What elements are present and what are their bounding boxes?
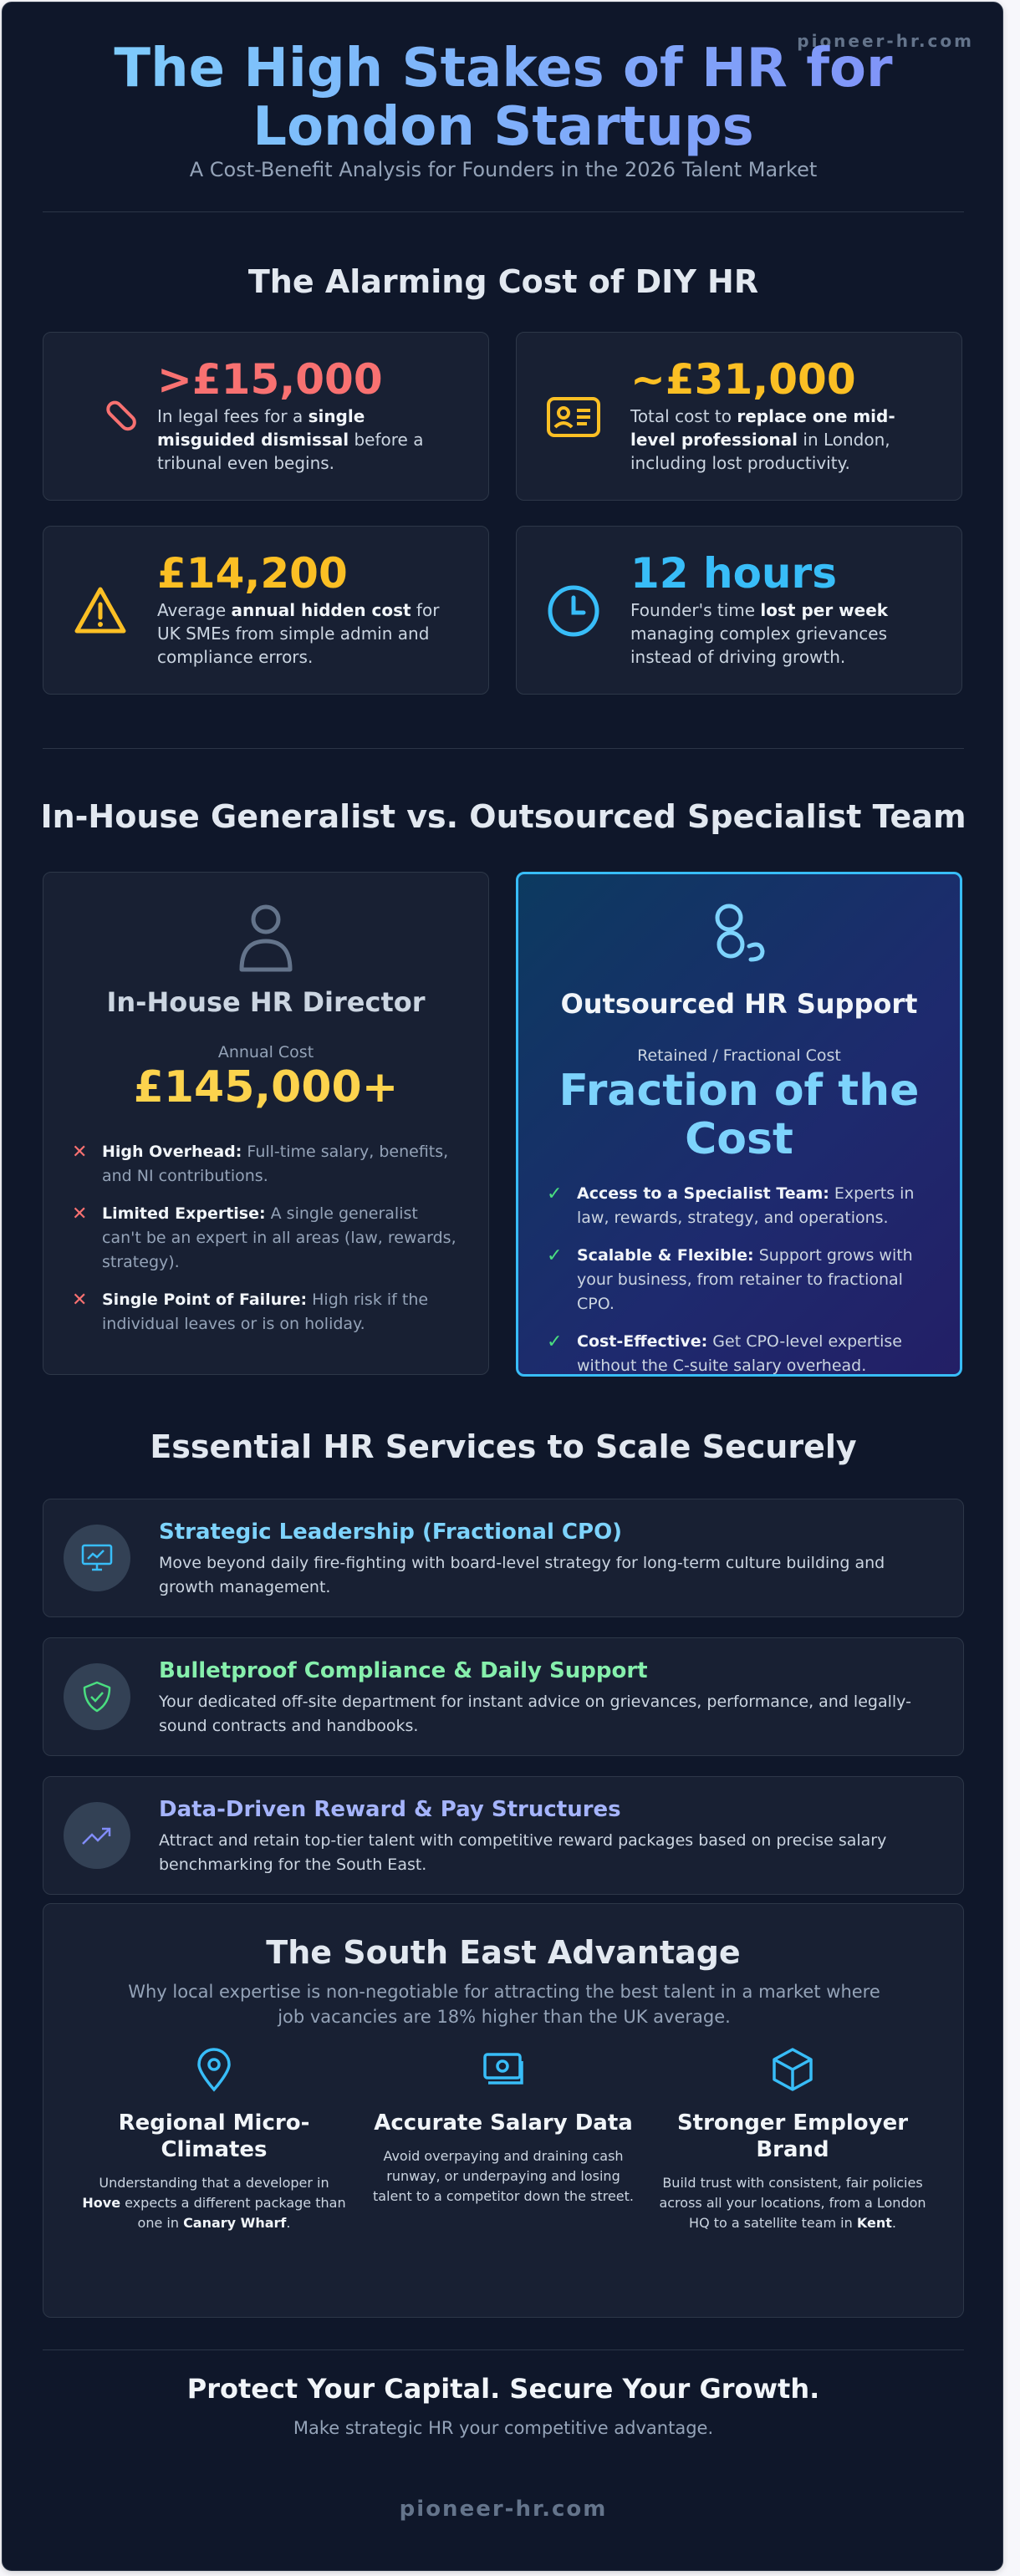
infographic-page: [2, 2, 1003, 2571]
advantage-column-salary-data: [370, 2046, 637, 2207]
outsourced-cost-value: Fraction of the Cost: [558, 1066, 920, 1164]
cross-icon: ✕: [72, 1204, 88, 1224]
service-title: Bulletproof Compliance & Daily Support: [159, 1658, 648, 1683]
warning-icon: [72, 583, 129, 639]
outsourced-card: [516, 872, 962, 1377]
advantage-column-title: Stronger Employer Brand: [676, 2110, 909, 2162]
footer-title: Protect Your Capital. Secure Your Growth.: [186, 2373, 820, 2405]
bandage-icon: [90, 389, 147, 445]
stat-card-replacement-cost: [516, 332, 962, 501]
advantage-column-title: Regional Micro-Climates: [118, 2110, 310, 2162]
stat-value: >£15,000: [157, 355, 383, 404]
footer-subtitle: Make strategic HR your competitive advantage.: [293, 2418, 714, 2438]
advantage-subtitle: Why local expertise is non-negotiable for attracting the best talent in a market where job vacancies are 18% higher than the UK average.: [128, 1982, 880, 2027]
stat-card-legal-fees: [43, 332, 489, 501]
south-east-advantage-panel: [43, 1903, 964, 2318]
service-description: Your dedicated off-site department for instant advice on grievances, performance, and legally-sound contracts and handbooks.: [159, 1693, 911, 1735]
service-card-strategic-leadership: [43, 1499, 964, 1617]
outsourced-cost-label: Retained / Fractional Cost: [637, 1046, 841, 1065]
inhouse-cost-label: Annual Cost: [217, 1043, 314, 1061]
service-description: Move beyond daily fire-fighting with board-level strategy for long-term culture building and growth management.: [159, 1554, 885, 1596]
stat-description: Founder's time lost per week managing complex grievances instead of driving growth.: [630, 600, 889, 667]
stat-value: 12 hours: [630, 549, 837, 598]
cube-icon: [769, 2046, 816, 2093]
advantage-column-micro-climates: [80, 2046, 348, 2233]
trend-up-icon: [64, 1802, 130, 1869]
outsourced-title: Outsourced HR Support: [560, 988, 918, 1020]
list-item: ✓ Cost-Effective: Get CPO-level expertise without the C-suite salary overhead.: [547, 1331, 902, 1375]
cross-icon: ✕: [72, 1290, 88, 1311]
title-line-2: London Startups: [252, 96, 754, 158]
page-title: [3, 39, 1003, 156]
inhouse-drawbacks-list: [72, 1140, 462, 1350]
stat-card-hidden-cost: [43, 526, 489, 695]
stat-description: Total cost to replace one mid-level professional in London, including lost productivity.: [630, 406, 895, 473]
divider: [43, 211, 964, 212]
cash-icon: [480, 2046, 527, 2093]
check-icon: ✓: [547, 1331, 563, 1352]
outsourced-benefits-list: [547, 1182, 936, 1392]
clock-icon: [545, 583, 602, 639]
divider: [43, 748, 964, 749]
service-card-reward-pay: [43, 1776, 964, 1895]
services-section-title: Essential HR Services to Scale Securely: [150, 1428, 857, 1465]
inhouse-title: In-House HR Director: [106, 986, 426, 1018]
list-item: ✕ Limited Expertise: A single generalist can't be an expert in all areas (law, rewards, strategy).: [72, 1204, 456, 1271]
stat-value: ~£31,000: [630, 355, 856, 404]
check-icon: ✓: [547, 1245, 563, 1266]
advantage-title: The South East Advantage: [266, 1934, 741, 1971]
list-item: ✓ Scalable & Flexible: Support grows with your business, from retainer to fractional CPO.: [547, 1245, 913, 1313]
shield-check-icon: [64, 1663, 130, 1730]
advantage-column-employer-brand: [659, 2046, 926, 2233]
title-line-1: The High Stakes of HR for: [114, 38, 893, 99]
advantage-column-title: Accurate Salary Data: [374, 2110, 633, 2136]
compare-section-title: In-House Generalist vs. Outsourced Specialist Team: [40, 798, 966, 835]
map-pin-icon: [191, 2046, 237, 2093]
service-title: Strategic Leadership (Fractional CPO): [159, 1520, 623, 1545]
service-description: Attract and retain top-tier talent with competitive reward packages based on precise salary benchmarking for the South East.: [159, 1831, 887, 1874]
advantage-column-description: Build trust with consistent, fair policies across all your locations, from a London HQ to a satellite team in Kent.: [659, 2175, 926, 2231]
service-title: Data-Driven Reward & Pay Structures: [159, 1797, 621, 1822]
list-item: ✕ High Overhead: Full-time salary, benefits, and NI contributions.: [72, 1142, 449, 1185]
id-card-icon: [545, 389, 602, 445]
inhouse-cost-value: £145,000+: [133, 1062, 399, 1112]
stat-description: Average annual hidden cost for UK SMEs from simple admin and compliance errors.: [157, 600, 440, 667]
brand-link-footer[interactable]: pioneer-hr.com: [399, 2497, 608, 2522]
list-item: ✓ Access to a Specialist Team: Experts in law, rewards, strategy, and operations.: [547, 1184, 915, 1227]
stat-value: £14,200: [157, 549, 348, 598]
advantage-column-description: Avoid overpaying and draining cash runway, or underpaying and losing talent to a competitor down the street.: [372, 2148, 634, 2204]
divider: [43, 2349, 964, 2350]
team-icon: [518, 903, 960, 973]
list-item: ✕ Single Point of Failure: High risk if the individual leaves or is on holiday.: [72, 1290, 429, 1333]
stat-card-founder-time: [516, 526, 962, 695]
service-card-compliance: [43, 1637, 964, 1756]
diy-section-title: The Alarming Cost of DIY HR: [247, 263, 759, 300]
stat-description: In legal fees for a single misguided dismissal before a tribunal even begins.: [157, 406, 424, 473]
cross-icon: ✕: [72, 1142, 88, 1163]
presentation-chart-icon: [64, 1525, 130, 1591]
advantage-column-description: Understanding that a developer in Hove expects a different package than one in Canary Wharf.: [82, 2175, 346, 2231]
user-icon: [43, 903, 488, 978]
page-subtitle: A Cost-Benefit Analysis for Founders in the 2026 Talent Market: [189, 158, 818, 181]
check-icon: ✓: [547, 1184, 563, 1204]
inhouse-card: [43, 872, 489, 1375]
